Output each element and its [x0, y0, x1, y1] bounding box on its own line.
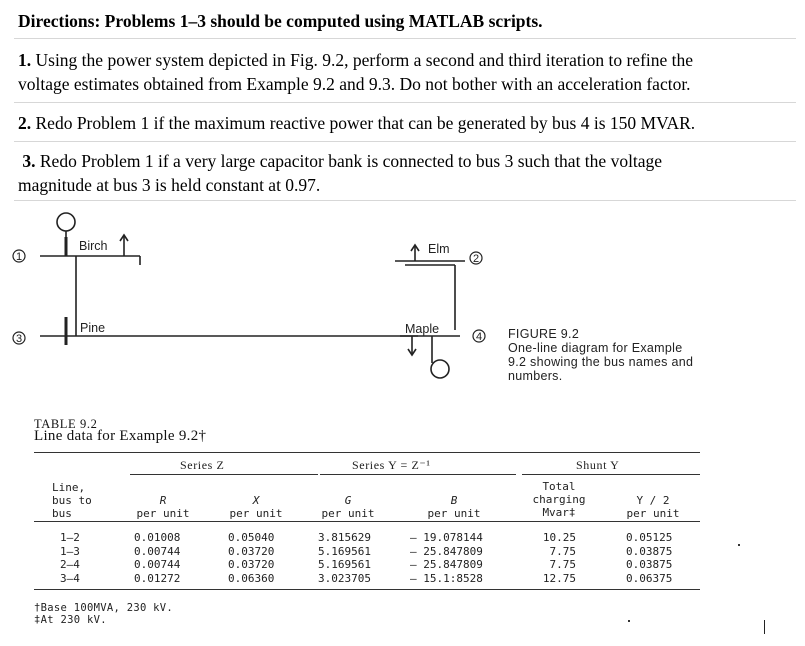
generator-icon — [431, 360, 449, 378]
col-header-x — [224, 494, 288, 520]
cell-y2: 0.03875 — [626, 558, 673, 571]
divider — [14, 200, 796, 201]
col-header-y2 — [618, 494, 688, 520]
table-rule — [320, 474, 516, 475]
cell-x: 0.03720 — [228, 544, 275, 558]
divider — [14, 38, 796, 39]
divider — [14, 102, 796, 103]
column-r — [134, 531, 180, 585]
cell-line: 1–3 — [60, 544, 80, 558]
directions-text: Problems 1–3 should be computed using MATLAB scripts. — [104, 11, 543, 31]
figure-caption-line: 9.2 showing the bus names and — [508, 355, 694, 369]
bus-name-elm: Elm — [428, 242, 450, 256]
column-g — [318, 531, 371, 585]
col-header-r — [131, 494, 195, 520]
bus-name-maple: Maple — [405, 322, 440, 336]
cell-line: 2–4 — [60, 558, 80, 571]
cell-r: 0.00744 — [134, 558, 181, 571]
cell-b: – 19.078144 — [410, 531, 483, 544]
column-x — [228, 531, 274, 585]
cell-g: 5.169561 — [318, 544, 371, 558]
cell-charging: 7.75 — [549, 544, 576, 558]
footnote: ‡At 230 kV. — [34, 614, 107, 626]
table-rule — [522, 474, 700, 475]
header-text: per unit — [321, 507, 375, 520]
table-rule — [130, 474, 318, 475]
table-rule — [34, 452, 700, 453]
problem-text: Redo Problem 1 if a very large capacitor bank is connected to bus 3 such that the voltage — [39, 151, 663, 171]
cell-x: 0.06360 — [228, 571, 275, 585]
problem-text: Using the power system depicted in Fig. 9.2, perform a second and third iteration to refine the — [35, 50, 694, 70]
bus-number: 1 — [15, 251, 23, 263]
table-row — [60, 531, 80, 585]
header-text: bus to — [52, 494, 92, 507]
header-text: Line, — [52, 481, 86, 494]
cell-g: 5.169561 — [318, 558, 371, 571]
cell-y2: 0.03875 — [626, 544, 673, 558]
header-text: per unit — [136, 507, 190, 520]
group-header-series-z: Series Z — [180, 458, 225, 472]
group-header-series-y: Series Y = Z⁻¹ — [352, 458, 431, 472]
cell-charging: 12.75 — [542, 571, 576, 585]
cell-b: – 25.847809 — [410, 558, 483, 571]
problem-text: voltage estimates obtained from Example 9.2 and 9.3. Do not bother with an acceleration factor. — [18, 74, 691, 94]
column-y2 — [626, 531, 672, 585]
dot-mark — [628, 620, 630, 622]
header-text: Y / 2 — [636, 494, 670, 507]
problem-1 — [18, 48, 798, 96]
directions-label: Directions: — [18, 11, 101, 31]
header-text: bus — [52, 507, 72, 520]
group-header-shunt-y: Shunt Y — [576, 458, 620, 472]
table-subtitle: Line data for Example 9.2† — [34, 428, 207, 444]
col-header-b — [422, 494, 486, 520]
header-text: per unit — [626, 507, 680, 520]
problem-2 — [18, 111, 803, 135]
generator-icon — [57, 213, 75, 231]
column-b — [410, 531, 483, 585]
header-text: Mvar‡ — [542, 506, 576, 519]
col-header-line — [52, 481, 92, 520]
divider — [14, 141, 796, 142]
header-text: G — [344, 494, 352, 507]
cell-charging: 10.25 — [542, 531, 576, 544]
figure-caption-line: One-line diagram for Example — [508, 341, 683, 355]
cell-charging: 7.75 — [549, 558, 576, 571]
cell-b: – 25.847809 — [410, 544, 483, 558]
figure-caption-line: numbers. — [508, 369, 563, 383]
cell-y2: 0.05125 — [626, 531, 673, 544]
bus-number: 3 — [15, 333, 23, 345]
header-text: R — [159, 494, 167, 507]
problem-number: 1. — [18, 50, 32, 70]
figure-caption-title: FIGURE 9.2 — [508, 327, 580, 341]
cell-b: – 15.1:8528 — [410, 571, 483, 585]
header-text: B — [450, 494, 458, 507]
table-rule — [34, 521, 700, 522]
header-text: Total — [542, 480, 576, 493]
cell-g: 3.815629 — [318, 531, 371, 544]
cell-r: 0.01008 — [134, 531, 181, 544]
figure-caption — [508, 327, 693, 383]
header-text: per unit — [427, 507, 481, 520]
table-body — [0, 531, 805, 591]
cell-r: 0.00744 — [134, 544, 181, 558]
directions-line — [18, 9, 543, 33]
cell-y2: 0.06375 — [626, 571, 673, 585]
col-header-charging — [524, 480, 594, 519]
column-charging — [540, 531, 576, 585]
bus-number: 4 — [475, 331, 483, 343]
problem-number: 2. — [18, 113, 32, 133]
cell-x: 0.03720 — [228, 558, 275, 571]
text-cursor — [764, 620, 765, 634]
bus-number: 2 — [472, 253, 480, 265]
cell-line: 3–4 — [60, 571, 80, 585]
cell-r: 0.01272 — [134, 571, 181, 585]
problem-3 — [18, 149, 798, 197]
cell-x: 0.05040 — [228, 531, 275, 544]
footnote: †Base 100MVA, 230 kV. — [34, 602, 174, 614]
bus-name-birch: Birch — [79, 239, 108, 253]
cell-g: 3.023705 — [318, 571, 371, 585]
header-text: per unit — [229, 507, 283, 520]
one-line-diagram — [0, 205, 500, 385]
problem-number: 3. — [22, 151, 36, 171]
table-title: TABLE 9.2 — [34, 417, 98, 431]
bus-name-pine: Pine — [80, 321, 106, 335]
dot-mark — [738, 544, 740, 546]
problem-text: magnitude at bus 3 is held constant at 0.97. — [18, 175, 321, 195]
header-text: charging — [532, 493, 586, 506]
problem-text: Redo Problem 1 if the maximum reactive power that can be generated by bus 4 is 150 MVAR. — [35, 113, 696, 133]
cell-line: 1–2 — [60, 531, 80, 544]
header-text: X — [252, 494, 260, 507]
table-footnotes — [34, 602, 173, 626]
col-header-g — [316, 494, 380, 520]
